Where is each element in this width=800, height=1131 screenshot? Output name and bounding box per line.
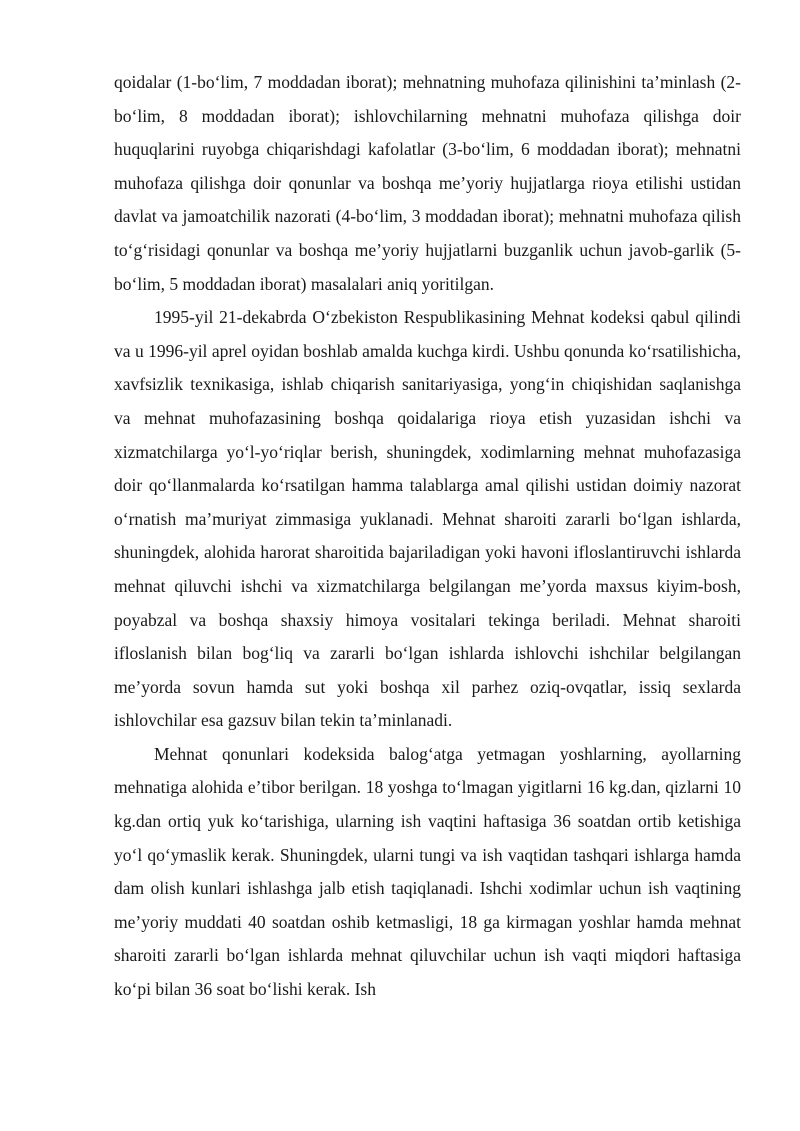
paragraph-3: Mehnat qonunlari kodeksida balogʻatga yetmagan yoshlarning, ayollarning mehnatiga alohida eʼtibor berilgan. 18 yoshga toʻlmagan yigitlarni 16 kg.dan, qizlarni 10 kg.dan ortiq yuk koʻtarishiga, ularning ish vaqtini haftasiga 36 soatdan ortib ketishiga yoʻl qoʻymaslik kerak. Shuningdek, ularni tungi va ish vaqtidan tashqari ishlarga hamda dam olish kunlari ishlashga jalb etish taqiqlanadi. Ishchi xodimlar uchun ish vaqtining meʼyoriy muddati 40 soatdan oshib ketmasligi, 18 ga kirmagan yoshlar hamda mehnat sharoiti zararli boʻlgan ishlarda mehnat qiluvchilar uchun ish vaqti miqdori haftasiga koʻpi bilan 36 soat boʻlishi kerak. Ish	[114, 743, 741, 1000]
paragraph-2: 1995-yil 21-dekabrda Oʻzbekiston Respublikasining Mehnat kodeksi qabul qilindi va u 1996-yil aprel oyidan boshlab amalda kuchga kirdi. Ushbu qonunda koʻrsatilishicha, xavfsizlik texnikasiga, ishlab chiqarish sanitariyasiga, yongʻin chiqishidan saqlanishga va mehnat muhofazasining boshqa qoidalariga rioya etish yuzasidan ishchi va xizmatchilarga yoʻl-yoʻriqlar berish, shuningdek, xodimlarning mehnat muhofazasiga doir qoʻllanmalarda koʻrsatilgan hamma talablarga amal qilishi ustidan doimiy nazorat oʻrnatish maʼmuriyat zimmasiga yuklanadi. Mehnat sharoiti zararli boʻlgan ishlarda, shuningdek, alohida harorat sharoitida bajariladigan yoki havoni ifloslantiruvchi ishlarda mehnat qiluvchi ishchi va xizmatchilarga belgilangan meʼyorda maxsus kiyim-bosh, poyabzal va boshqa shaxsiy himoya vositalari tekinga beriladi. Mehnat sharoiti ifloslanish bilan bogʻliq va zararli boʻlgan ishlarda ishlovchi ishchilar belgilangan meʼyorda sovun hamda sut yoki boshqa xil parhez oziq-ovqatlar, issiq sexlarda ishlovchilar esa gazsuv bilan tekin taʼminlanadi.	[114, 307, 741, 731]
paragraph-1: qoidalar (1-boʻlim, 7 moddadan iborat); mehnatning muhofaza qilinishini taʼminlash (2-boʻlim, 8 moddadan iborat); ishlovchilarning mehnatni muhofaza qilishga doir huquqlarini ruyobga chiqarishdagi kafolatlar (3-boʻlim, 6 moddadan iborat); mehnatni muhofaza qilishga doir qonunlar va boshqa meʼyoriy hujjatlarga rioya etilishi ustidan davlat va jamoatchilik nazorati (4-boʻlim, 3 moddadan iborat); mehnatni muhofaza qilish toʻgʻrisidagi qonunlar va boshqa meʼyoriy hujjatlarni buzganlik uchun javob-garlik (5-boʻlim, 5 moddadan iborat) masalalari aniq yoritilgan.	[114, 72, 741, 294]
document-page	[114, 66, 741, 1007]
